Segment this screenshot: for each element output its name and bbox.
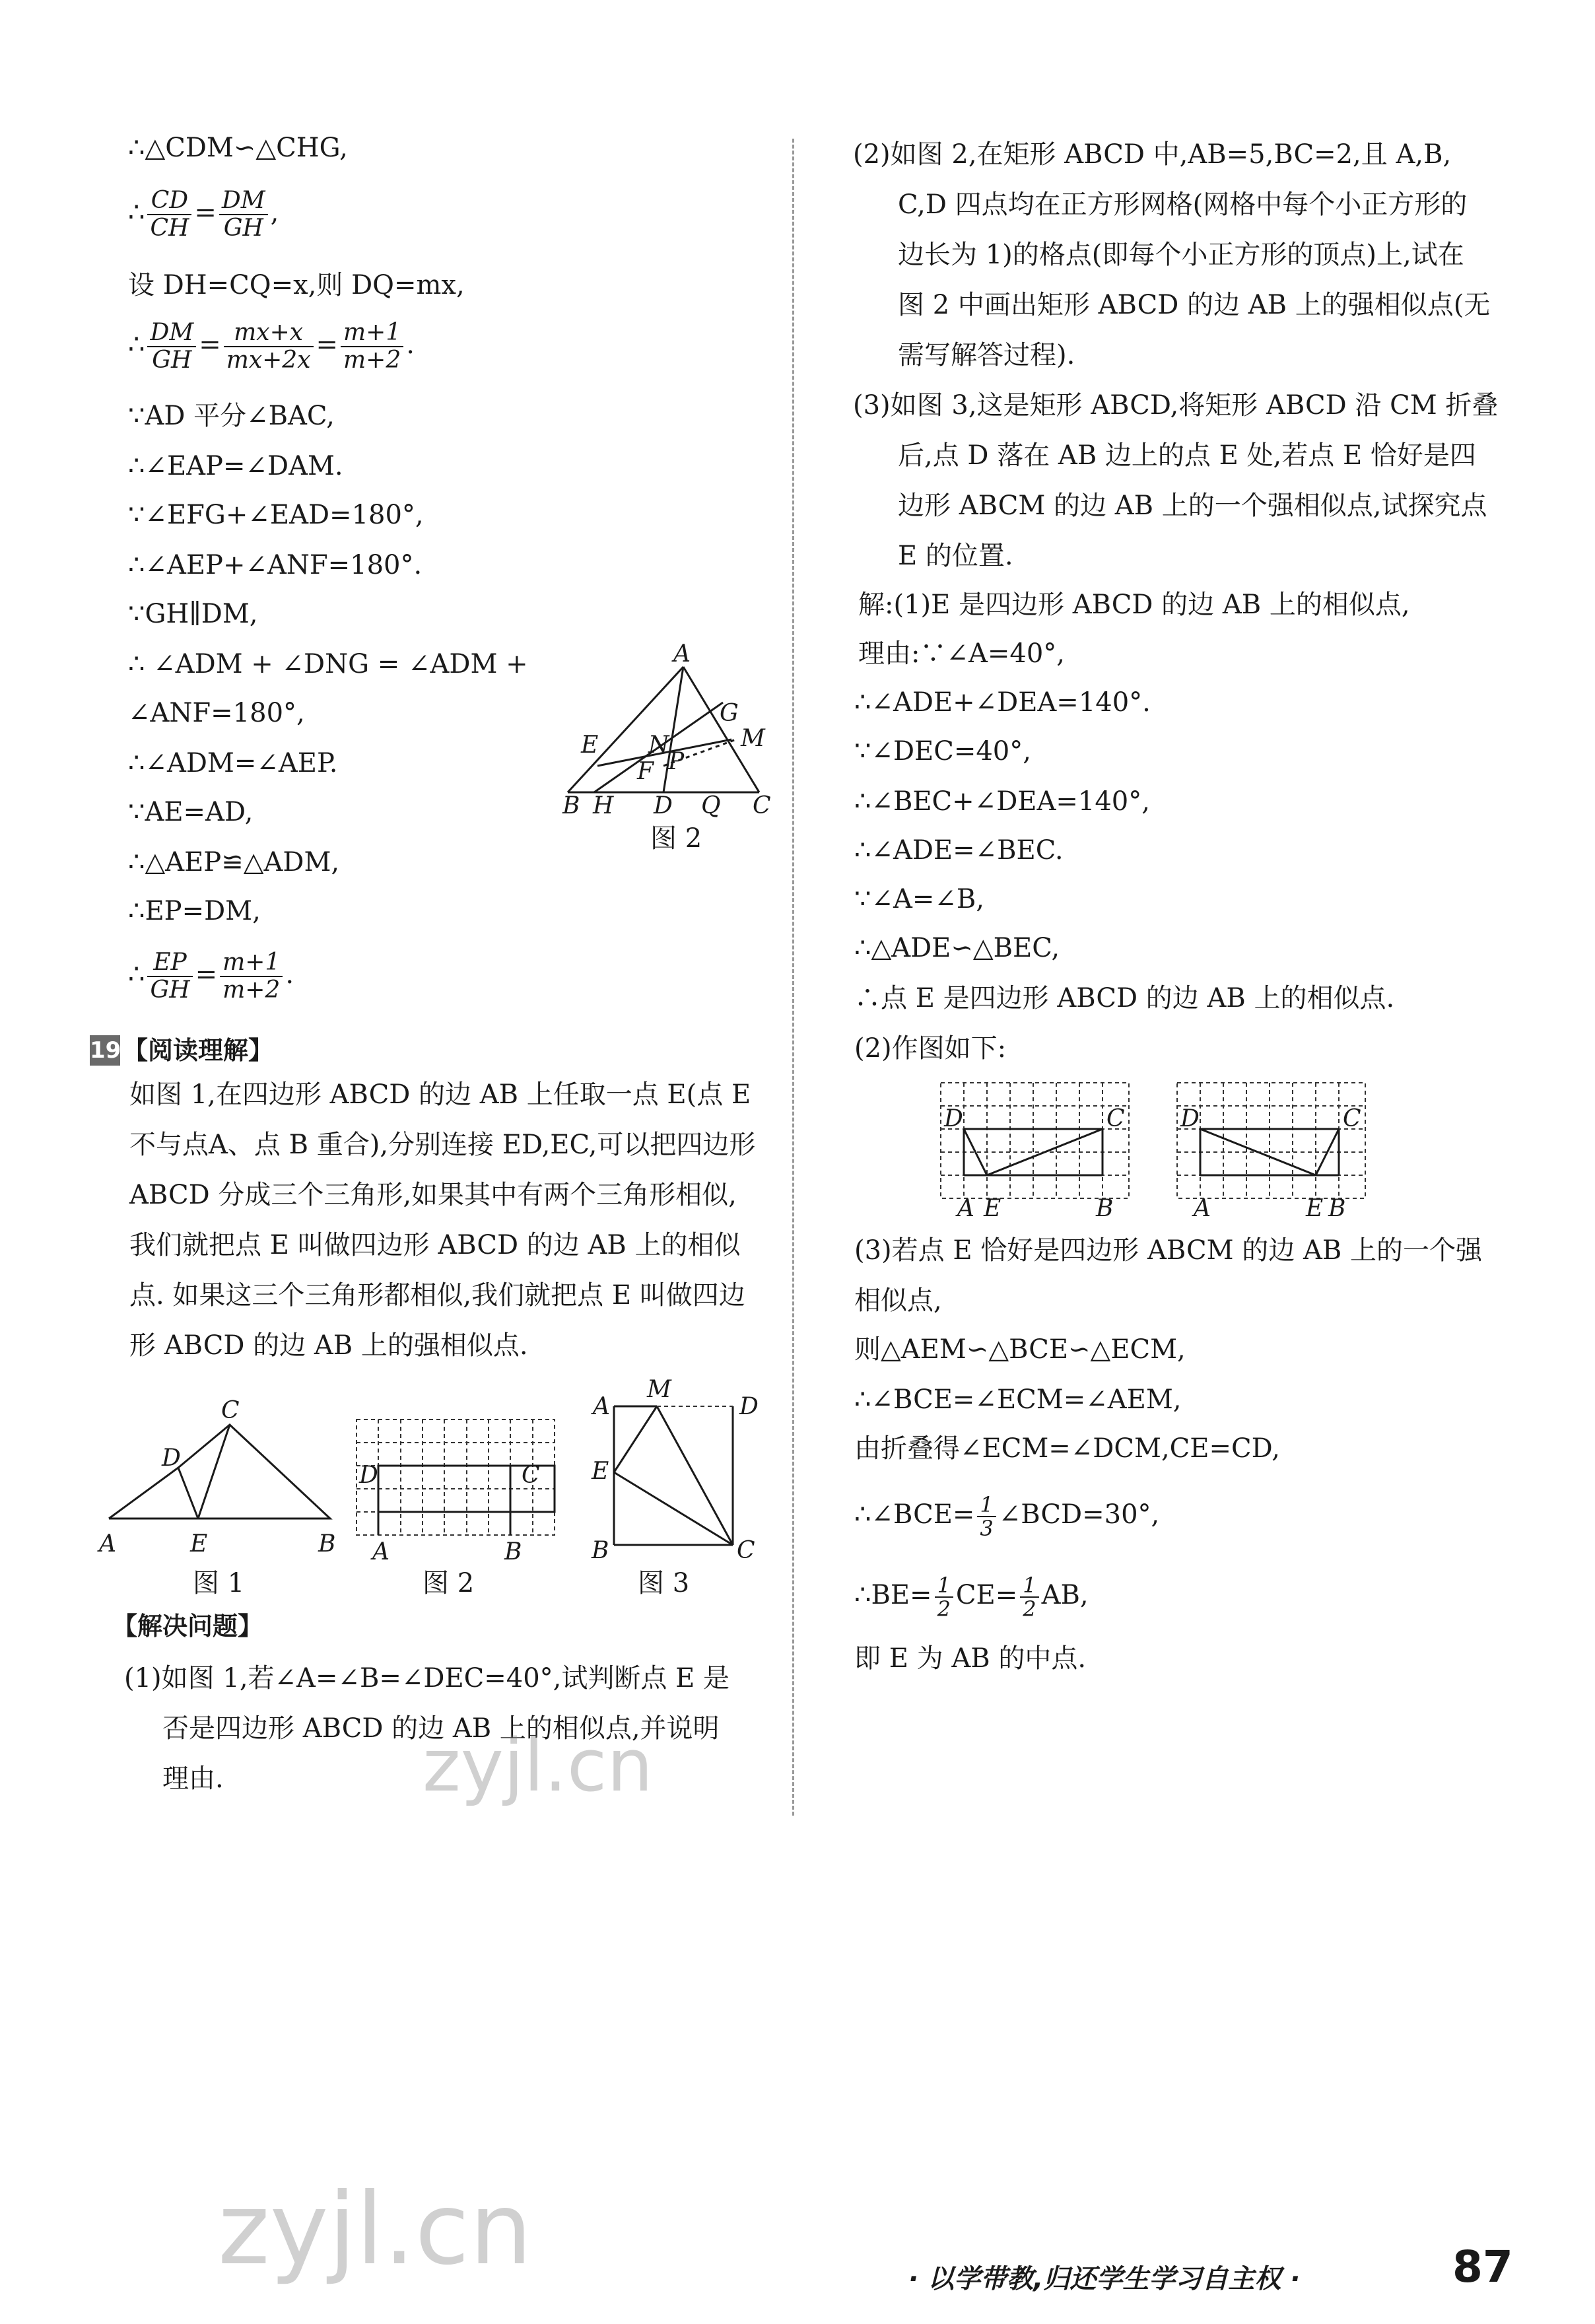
triangle-figure	[555, 640, 779, 819]
fig2-label-D: D	[359, 1462, 378, 1489]
question-2-line-4: 图 2 中画出矩形 ABCD 的边 AB 上的强相似点(无	[898, 290, 1491, 320]
label-E: E	[581, 732, 599, 759]
problem-text-4: 我们就把点 E 叫做四边形 ABCD 的边 AB 上的相似	[129, 1230, 741, 1260]
grid-a-label-A: A	[957, 1195, 974, 1222]
solution-line-6: ∴∠ADE=∠BEC.	[854, 835, 1064, 866]
reading-heading: 【阅读理解】	[123, 1036, 274, 1065]
question-3-line-2: 后,点 D 落在 AB 边上的点 E 处,若点 E 恰好是四	[898, 440, 1476, 471]
grid-b-label-A: A	[1194, 1195, 1211, 1222]
label-G: G	[720, 700, 739, 727]
figure-1-caption: 图 1	[193, 1568, 245, 1598]
label-F: F	[637, 758, 654, 785]
fig2-label-B: B	[504, 1538, 522, 1565]
label-Q: Q	[701, 792, 721, 819]
answer-grid-a	[937, 1076, 1136, 1221]
proof-line-2: ∴ $\frac{CD}{CH}$ = $\frac{DM}{GH}$ ,	[128, 187, 279, 242]
solution-line-4: ∵∠DEC=40°,	[854, 736, 1031, 767]
question-1-line-1: (1)如图 1,若∠A=∠B=∠DEC=40°,试判断点 E 是	[124, 1663, 730, 1693]
grid-a-label-B: B	[1096, 1195, 1114, 1222]
fig3-label-C: C	[737, 1537, 755, 1564]
figure-3-caption: 图 3	[638, 1568, 690, 1598]
question-1-line-3: 理由.	[162, 1763, 224, 1794]
grid-a-label-C: C	[1106, 1105, 1125, 1132]
question-3-line-3: 边形 ABCM 的边 AB 上的一个强相似点,试探究点	[898, 491, 1487, 521]
solution-line-9: ∴点 E 是四边形 ABCD 的边 AB 上的相似点.	[854, 983, 1395, 1013]
proof-line-15: ∴EP=DM,	[128, 896, 261, 926]
solution-line-1: 解:(1)E 是四边形 ABCD 的边 AB 上的相似点,	[858, 590, 1410, 620]
figure-3-rectangle	[581, 1373, 779, 1571]
label-C: C	[753, 792, 771, 819]
label-D: D	[654, 792, 673, 819]
fig2-label-C: C	[522, 1462, 540, 1489]
question-2-line-2: C,D 四点均在正方形网格(网格中每个小正方形的	[898, 189, 1468, 220]
solution-line-13: 则△AEM∽△BCE∽△ECM,	[854, 1334, 1186, 1365]
fig1-label-E: E	[190, 1530, 208, 1557]
label-N: N	[648, 732, 669, 759]
solution-line-3: ∴∠ADE+∠DEA=140°.	[854, 687, 1151, 718]
solve-heading: 【解决问题】	[112, 1612, 263, 1641]
page-number: 87	[1452, 2241, 1513, 2292]
solution-line-14: ∴∠BCE=∠ECM=∠AEM,	[854, 1384, 1182, 1415]
figure-1-quadrilateral	[99, 1397, 350, 1558]
label-P: P	[668, 748, 685, 775]
solution-line-12: 相似点,	[854, 1285, 942, 1316]
solution-line-5: ∴∠BEC+∠DEA=140°,	[854, 786, 1150, 817]
problem-text-6: 形 ABCD 的边 AB 上的强相似点.	[129, 1330, 528, 1361]
problem-text-2: 不与点A、点 B 重合),分别连接 ED,EC,可以把四边形	[129, 1130, 756, 1160]
question-1-line-2: 否是四边形 ABCD 的边 AB 上的相似点,并说明	[162, 1713, 720, 1744]
question-3-line-4: E 的位置.	[898, 541, 1013, 571]
solution-line-10: (2)作图如下:	[854, 1033, 1007, 1064]
question-2-line-1: (2)如图 2,在矩形 ABCD 中,AB=5,BC=2,且 A,B,	[853, 139, 1452, 170]
fig3-label-A: A	[593, 1393, 610, 1420]
problem-number-badge: 19	[90, 1035, 120, 1066]
solution-line-15: 由折叠得∠ECM=∠DCM,CE=CD,	[854, 1433, 1280, 1464]
solution-line-18: 即 E 为 AB 的中点.	[854, 1643, 1087, 1674]
fig1-label-B: B	[318, 1530, 336, 1557]
label-M: M	[741, 725, 765, 752]
proof-line-10: ∴ ∠ADM + ∠DNG = ∠ADM +	[128, 649, 528, 679]
solution-line-7: ∵∠A=∠B,	[854, 884, 984, 914]
fig1-label-C: C	[221, 1397, 240, 1424]
figure-2-grid	[343, 1413, 561, 1571]
question-3-line-1: (3)如图 3,这是矩形 ABCD,将矩形 ABCD 沿 CM 折叠	[853, 390, 1499, 421]
problem-text-1: 如图 1,在四边形 ABCD 的边 AB 上任取一点 E(点 E	[129, 1079, 751, 1110]
fig3-label-B: B	[592, 1537, 609, 1564]
proof-line-14: ∴△AEP≌△ADM,	[128, 847, 340, 877]
grid-a-label-E: E	[984, 1195, 1001, 1222]
proof-line-7: ∵∠EFG+∠EAD=180°,	[128, 500, 424, 530]
fig3-label-D: D	[739, 1393, 759, 1420]
column-divider	[792, 139, 794, 1816]
solution-line-17: ∴BE= $\frac{1}{2}$ CE= $\frac{1}{2}$ AB,	[854, 1573, 1089, 1622]
grid-a-label-D: D	[944, 1105, 963, 1132]
solution-line-2: 理由:∵∠A=40°,	[858, 638, 1066, 669]
problem-text-5: 点. 如果这三个三角形都相似,我们就把点 E 叫做四边	[129, 1280, 745, 1311]
label-A: A	[673, 640, 691, 667]
grid-b-label-B: B	[1328, 1195, 1346, 1222]
grid-b-label-C: C	[1343, 1105, 1361, 1132]
answer-grid-b	[1174, 1076, 1372, 1221]
grid-b-label-D: D	[1180, 1105, 1200, 1132]
proof-line-11: ∠ANF=180°,	[128, 698, 305, 728]
fig3-label-E: E	[592, 1458, 609, 1485]
proof-line-4: ∴ $\frac{DM}{GH}$ = $\frac{mx+x}{mx+2x}$ = $\frac{m+1}{m+2}$ .	[128, 319, 415, 374]
grid-b-label-E: E	[1306, 1195, 1324, 1222]
proof-line-1: ∴△CDM∽△CHG,	[128, 133, 348, 163]
proof-line-6: ∴∠EAP=∠DAM.	[128, 451, 343, 481]
fig2-label-A: A	[372, 1538, 390, 1565]
label-B: B	[562, 792, 580, 819]
proof-line-5: ∵AD 平分∠BAC,	[128, 401, 335, 431]
solution-line-8: ∴△ADE∽△BEC,	[854, 933, 1060, 963]
label-H: H	[593, 792, 614, 819]
proof-line-16: ∴ $\frac{EP}{GH}$ = $\frac{m+1}{m+2}$ .	[128, 949, 294, 1004]
proof-line-9: ∵GH∥DM,	[128, 599, 258, 629]
watermark-bottom: zyjl.cn	[218, 2172, 533, 2287]
fig3-label-M: M	[647, 1376, 671, 1403]
question-2-line-5: 需写解答过程).	[898, 340, 1075, 370]
figure-2-caption: 图 2	[423, 1568, 475, 1598]
problem-text-3: ABCD 分成三个三角形,如果其中有两个三角形相似,	[129, 1180, 737, 1210]
fig1-label-D: D	[162, 1445, 181, 1472]
question-2-line-3: 边长为 1)的格点(即每个小正方形的顶点)上,试在	[898, 240, 1464, 270]
watermark-middle: zyjl.cn	[423, 1723, 654, 1808]
figure-caption-top: 图 2	[650, 823, 702, 854]
solution-line-11: (3)若点 E 恰好是四边形 ABCM 的边 AB 上的一个强	[854, 1235, 1483, 1266]
proof-line-8: ∴∠AEP+∠ANF=180°.	[128, 550, 423, 580]
solution-line-16: ∴∠BCE= $\frac{1}{3}$ ∠BCD=30°,	[854, 1492, 1160, 1541]
proof-line-3: 设 DH=CQ=x,则 DQ=mx,	[128, 270, 465, 300]
proof-line-13: ∵AE=AD,	[128, 797, 254, 827]
fig1-label-A: A	[99, 1530, 116, 1557]
proof-line-12: ∴∠ADM=∠AEP.	[128, 748, 338, 778]
footer-slogan: · 以学带教,归还学生学习自主权 ·	[908, 2264, 1301, 2294]
